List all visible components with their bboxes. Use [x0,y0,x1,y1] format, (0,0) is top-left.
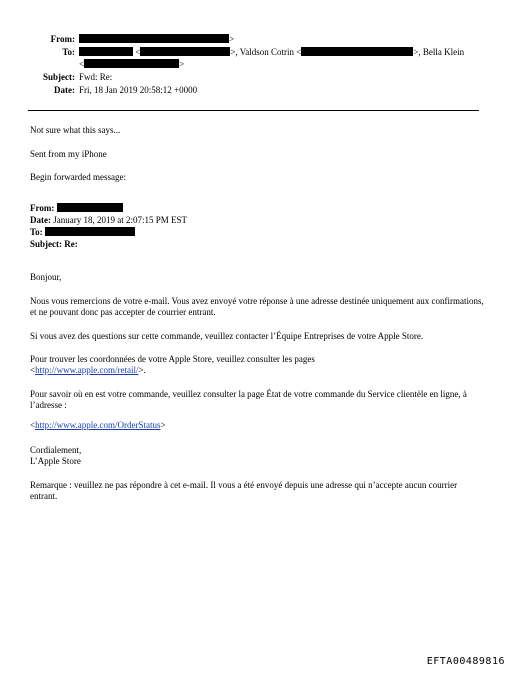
header-from-row [0,34,75,46]
redaction-block [84,59,179,68]
fwd-from-row [30,203,485,214]
redaction-block [140,47,230,56]
fwd-subject-row [30,239,485,250]
redaction-block [301,47,413,56]
header-subject-row [0,72,75,84]
fwd-subject-value: Re: [64,239,78,249]
fwd-date-value: January 18, 2019 at 2:07:15 PM EST [53,215,187,225]
intro-line-2: Sent from my iPhone [30,149,107,159]
fwd-date-row [30,215,485,226]
fwd-from-label: From: [30,203,55,213]
intro-line-1: Not sure what this says... [30,125,121,135]
closing [30,445,485,468]
body-paragraph-2: Si vous avez des questions sur cette commande, veuillez contacter l’Équipe Entreprises de votre Apple Store. [30,331,424,341]
redaction-block [57,203,123,212]
intro-line-3: Begin forwarded message: [30,172,126,182]
header-date-row [0,85,75,97]
fwd-subject-label: Subject: [30,239,62,249]
header-from-value: > [79,34,234,45]
header-to-row [0,47,75,59]
from-label: From: [50,34,75,44]
closing-line-2: L’Apple Store [30,456,81,467]
body-paragraph-4: Pour savoir où en est votre commande, veuillez consulter la page État de votre commande du Service clientèle en ligne, à l’adresse : [30,389,467,411]
date-label: Date: [54,85,75,95]
body-paragraph-3: Pour trouver les coordonnées de votre Apple Store, veuillez consulter les pages <http://www.apple.com/retail/>. [30,354,315,376]
body-paragraph-1: Nous vous remercions de votre e-mail. Vous avez envoyé votre réponse à une adresse destinée uniquement aux confirmations, et ne pouvant donc pas accepter de courrier entrant. [30,296,484,318]
header-to-value-cont: < > [79,59,185,69]
date-value: Fri, 18 Jan 2019 20:58:12 +0000 [79,85,198,95]
redaction-block [79,34,229,43]
subject-value: Fwd: Re: [79,72,113,82]
fwd-to-label: To: [30,227,43,237]
redaction-block [79,47,133,56]
document-id: EFTA00489816 [426,655,505,667]
header-to-value: < >, Valdson Cotrin < >, Bella Klein [79,47,464,58]
to-recipient-2: Bella Klein [422,47,465,57]
header-divider [28,110,479,111]
closing-line-1: Cordialement, [30,445,82,455]
retail-link[interactable]: http://www.apple.com/retail/ [35,365,139,376]
fwd-to-row [30,227,485,238]
order-status-line: <http://www.apple.com/OrderStatus> [30,420,166,430]
to-label: To: [62,47,75,57]
to-recipient-1: Valdson Cotrin [239,47,295,57]
remark-paragraph: Remarque : veuillez ne pas répondre à cet e-mail. Il vous a été envoyé depuis une adresse qui n’accepte aucun courrier entrant. [30,480,458,502]
subject-label: Subject: [43,72,75,82]
greeting: Bonjour, [30,272,62,282]
redaction-block [45,227,135,236]
fwd-date-label: Date: [30,215,51,225]
order-status-link[interactable]: http://www.apple.com/OrderStatus [35,420,161,430]
